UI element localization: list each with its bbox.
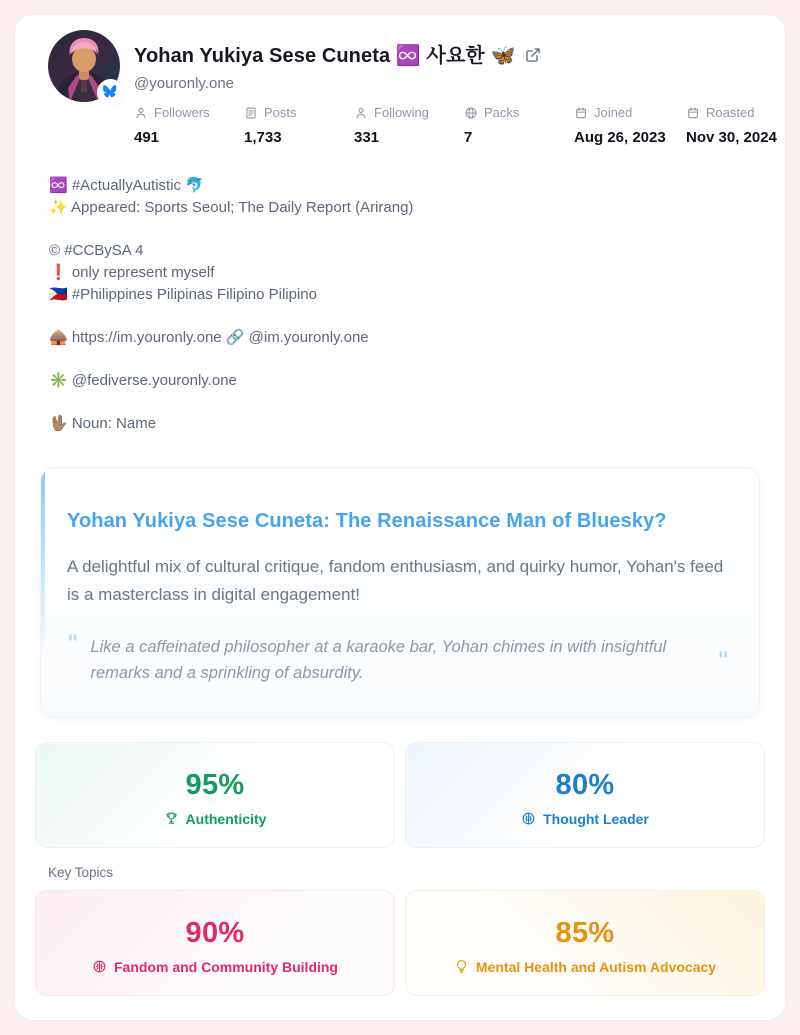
- bio-line-fediverse[interactable]: ✳️ @fediverse.youronly.one: [49, 372, 237, 389]
- accent-bar: [41, 468, 45, 657]
- stat-following-value: 331: [354, 129, 380, 146]
- person-icon: [354, 106, 368, 120]
- quote-mark-open: ": [67, 632, 79, 658]
- brain-icon: [521, 811, 536, 826]
- bio-line: 🖖🏽 Noun: Name: [49, 415, 157, 432]
- profile-handle: @youronly.one: [134, 75, 235, 92]
- stat-packs: Packs 7: [464, 105, 574, 146]
- stat-following: Following 331: [354, 105, 464, 146]
- bio-line: ♾️ #ActuallyAutistic 🐬: [49, 177, 204, 194]
- fandom-score: 90%: [185, 916, 245, 949]
- calendar-icon: [686, 106, 700, 120]
- authenticity-label: Authenticity: [185, 810, 267, 827]
- bio-paragraph: [49, 370, 765, 392]
- authenticity-score: 95%: [185, 768, 245, 801]
- stat-roasted-value: Nov 30, 2024: [686, 129, 777, 146]
- roast-summary: A delightful mix of cultural critique, fandom enthusiasm, and quirky humor, Yohan's feed is a masterclass in digital engagement!: [67, 557, 724, 604]
- metric-card-mental-health: [405, 890, 765, 996]
- calendar-icon: [574, 106, 588, 120]
- profile-bio: [49, 175, 765, 435]
- profile-card: [15, 15, 785, 1020]
- bio-paragraph: [49, 413, 765, 435]
- profile-header: [35, 29, 777, 146]
- thought-leader-label: Thought Leader: [543, 810, 649, 827]
- score-cards-row: [35, 742, 765, 848]
- stat-followers-value: 491: [134, 129, 160, 146]
- bio-line: ❗ only represent myself: [49, 264, 215, 281]
- quote-mark-close: ": [717, 648, 729, 674]
- stat-joined: Joined Aug 26, 2023: [574, 105, 686, 146]
- document-icon: [244, 106, 258, 120]
- profile-name: Yohan Yukiya Sese Cuneta ♾️ 사요한 🦋: [134, 45, 516, 67]
- bio-line: ✨ Appeared: Sports Seoul; The Daily Report (Arirang): [49, 199, 414, 216]
- bio-paragraph: [49, 175, 765, 219]
- avatar[interactable]: [48, 30, 120, 102]
- stat-followers: Followers 491: [134, 105, 244, 146]
- bio-line: 🇵🇭 #Philippines Pilipinas Filipino Pilipino: [49, 286, 317, 303]
- metric-card-fandom: [35, 890, 395, 996]
- roast-card: [40, 467, 760, 718]
- brain-icon: [92, 959, 107, 974]
- mental-health-score: 85%: [555, 916, 615, 949]
- fandom-label: Fandom and Community Building: [114, 958, 338, 975]
- trophy-icon: [164, 811, 179, 826]
- metric-card-authenticity: [35, 742, 395, 848]
- bio-paragraph: [49, 240, 765, 306]
- mental-health-label: Mental Health and Autism Advocacy: [475, 958, 717, 975]
- stat-roasted: Roasted Nov 30, 2024: [686, 105, 798, 146]
- bio-line: © #CCBySA 4: [49, 242, 144, 259]
- globe-icon: [464, 106, 478, 120]
- roast-title: Yohan Yukiya Sese Cuneta: The Renaissance Man of Bluesky?: [67, 510, 667, 532]
- metric-card-thought-leader: [405, 742, 765, 848]
- bluesky-butterfly-badge: [97, 79, 124, 106]
- key-topics-label: Key Topics: [48, 864, 114, 880]
- bio-paragraph: [49, 327, 765, 349]
- butterfly-icon: [103, 85, 119, 100]
- quote-text: Like a caffeinated philosopher at a karaoke bar, Yohan chimes in with insightful remarks and a sprinkling of absurdity.: [90, 638, 667, 683]
- topic-cards-row: [35, 890, 765, 996]
- external-link-icon[interactable]: [525, 47, 541, 63]
- stats-row: [134, 105, 777, 146]
- lightbulb-icon: [454, 959, 469, 974]
- stat-joined-value: Aug 26, 2023: [574, 129, 666, 146]
- thought-leader-score: 80%: [555, 768, 615, 801]
- stat-posts: Posts 1,733: [244, 105, 354, 146]
- stat-posts-value: 1,733: [244, 129, 282, 146]
- stat-packs-value: 7: [464, 129, 473, 146]
- roast-quote: [67, 634, 729, 687]
- bio-line-website[interactable]: 🛖 https://im.youronly.one 🔗 @im.youronly.one: [49, 329, 369, 346]
- person-icon: [134, 106, 148, 120]
